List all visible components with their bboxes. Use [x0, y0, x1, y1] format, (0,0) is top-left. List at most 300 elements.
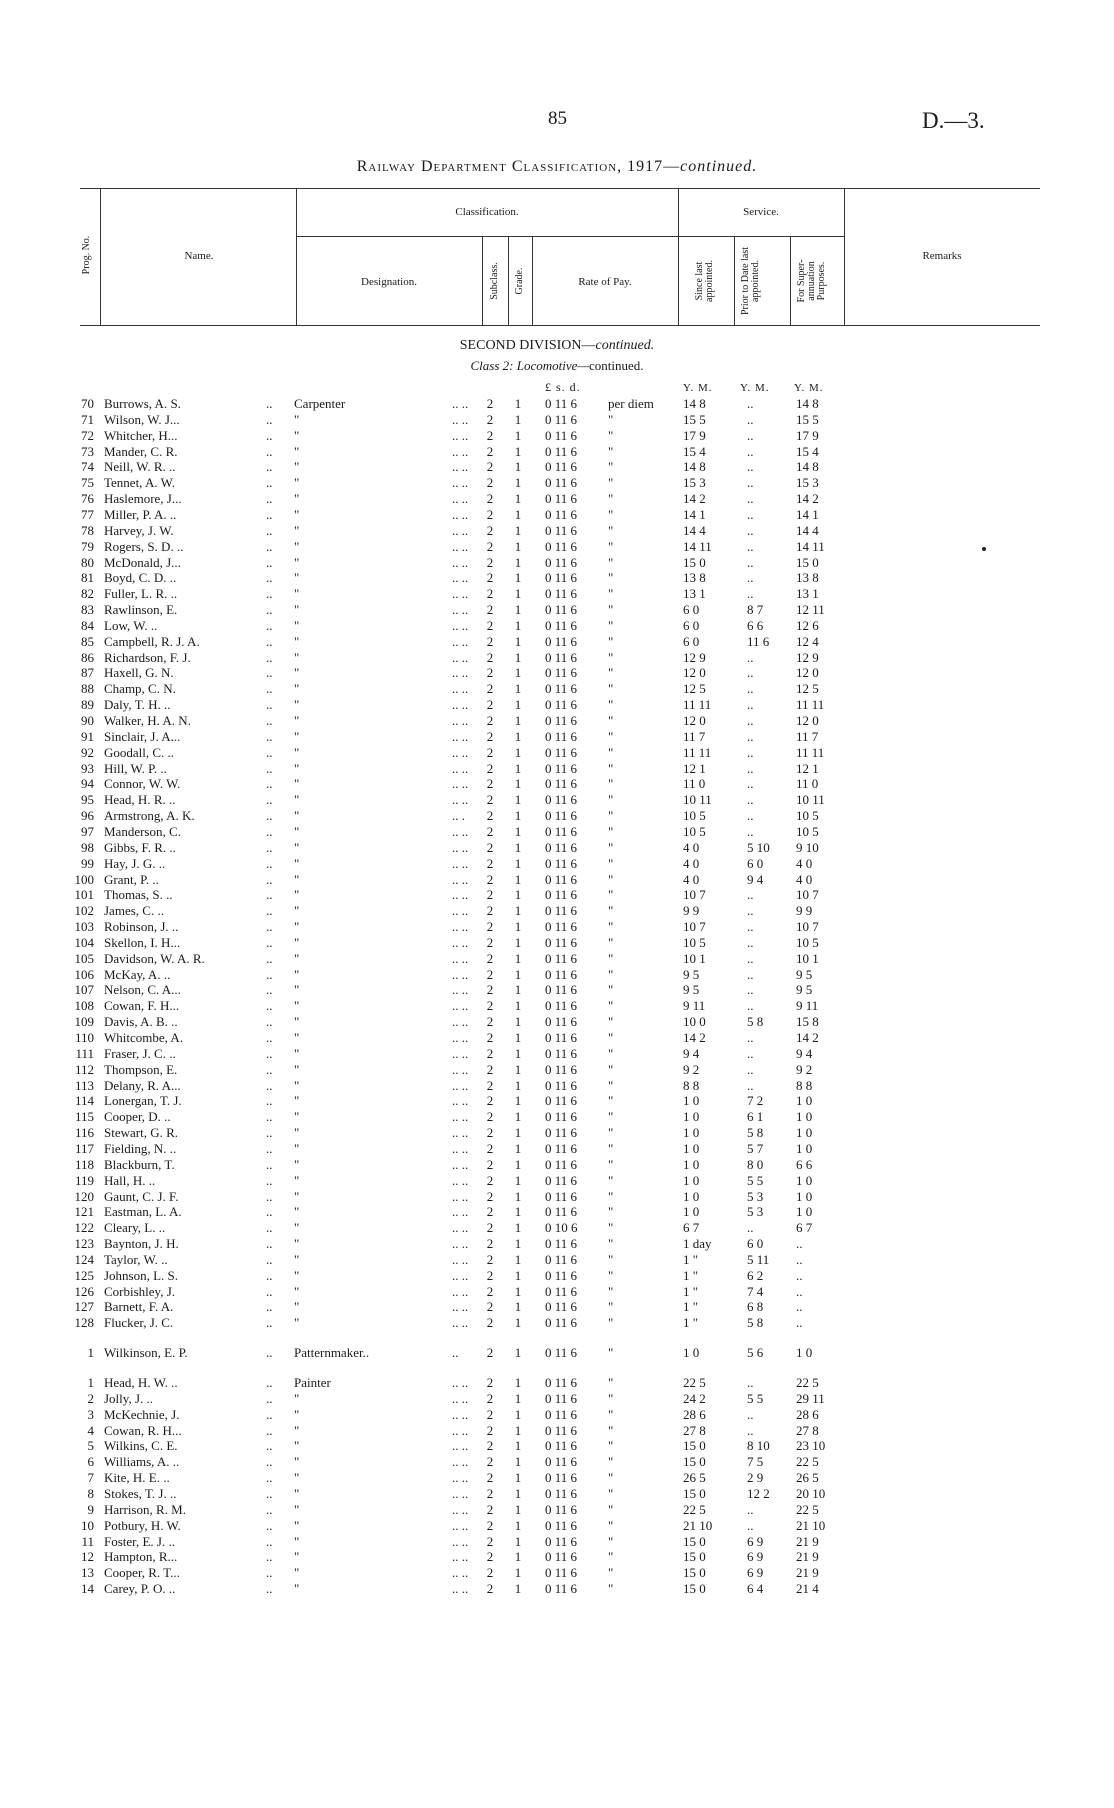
leader-dots: .. — [266, 602, 273, 618]
subclass: 2 — [486, 1390, 494, 1406]
pay-unit: " — [608, 1030, 614, 1045]
table-row — [0, 1438, 1114, 1454]
grade: 1 — [514, 1093, 522, 1109]
leader-dots: .. — [266, 1390, 273, 1406]
prog-no: 101 — [74, 887, 94, 903]
grade: 1 — [514, 617, 522, 633]
service-since-last: 15 0 — [683, 1581, 706, 1597]
service-since-last: 11 11 — [683, 697, 712, 713]
designation: Carpenter — [294, 396, 346, 411]
table-row — [0, 523, 1114, 539]
staff-name: Grant, P. .. — [104, 871, 159, 887]
prog-no: 125 — [74, 1267, 94, 1283]
service-superannuation: 21 4 — [796, 1581, 819, 1597]
prog-no: 1 — [87, 1375, 94, 1390]
rate-of-pay: 0 11 6 — [545, 1140, 578, 1156]
service-prior: .. — [747, 808, 754, 824]
leader-dots: .. .. — [452, 1299, 469, 1315]
grade: 1 — [514, 823, 522, 839]
grade: 1 — [514, 887, 522, 903]
leader-dots: .. — [266, 475, 273, 491]
subclass: 2 — [486, 443, 494, 459]
designation: " — [294, 919, 300, 935]
subclass: 2 — [486, 1315, 494, 1331]
designation: " — [294, 427, 300, 443]
leader-dots: .. .. — [452, 1030, 469, 1045]
designation: " — [294, 855, 300, 871]
leader-dots: .. .. — [452, 1188, 469, 1204]
subclass: 2 — [486, 602, 494, 618]
service-since-last: 17 9 — [683, 427, 706, 443]
prog-no: 4 — [87, 1422, 94, 1438]
table-row — [0, 1454, 1114, 1470]
leader-dots: .. .. — [452, 934, 469, 950]
subclass: 2 — [486, 1375, 494, 1390]
staff-name: Lonergan, T. J. — [104, 1093, 182, 1109]
grade: 1 — [514, 1438, 522, 1454]
leader-dots: .. .. — [452, 760, 469, 776]
prog-no: 89 — [81, 697, 94, 713]
leader-dots: .. .. — [452, 396, 469, 411]
subclass: 2 — [486, 506, 494, 522]
prog-no: 105 — [74, 950, 94, 966]
designation: " — [294, 1077, 300, 1093]
table-row — [0, 903, 1114, 919]
service-prior: 6 0 — [747, 855, 764, 871]
pay-unit: " — [608, 697, 614, 713]
service-superannuation: 14 4 — [796, 522, 819, 538]
table-row — [0, 1581, 1114, 1597]
subclass: 2 — [486, 411, 494, 427]
service-superannuation: 21 9 — [796, 1549, 819, 1565]
staff-name: Nelson, C. A... — [104, 982, 181, 998]
margin-mark — [982, 547, 986, 551]
grade: 1 — [514, 681, 522, 697]
table-row — [0, 1470, 1114, 1486]
table-row — [0, 840, 1114, 856]
pay-unit: " — [608, 1485, 614, 1501]
leader-dots: .. — [266, 617, 273, 633]
table-row — [0, 475, 1114, 491]
service-superannuation: 11 7 — [796, 728, 819, 744]
table-row — [0, 1315, 1114, 1331]
rate-of-pay: 0 11 6 — [545, 665, 578, 681]
rate-of-pay: 0 11 6 — [545, 713, 578, 728]
prog-no: 8 — [87, 1485, 94, 1501]
leader-dots: .. — [266, 1565, 273, 1581]
service-superannuation: 28 6 — [796, 1406, 819, 1422]
table-row — [0, 1014, 1114, 1030]
grade: 1 — [514, 1125, 522, 1141]
subclass: 2 — [486, 1517, 494, 1533]
designation: " — [294, 1406, 300, 1422]
table-row — [0, 428, 1114, 444]
leader-dots: .. .. — [452, 950, 469, 966]
service-superannuation: 6 7 — [796, 1220, 813, 1236]
service-since-last: 1 0 — [683, 1125, 700, 1141]
prog-no: 7 — [87, 1470, 94, 1486]
staff-name: Davis, A. B. .. — [104, 1014, 178, 1030]
service-prior: 6 9 — [747, 1565, 764, 1581]
subclass: 2 — [486, 855, 494, 871]
service-superannuation: .. — [796, 1251, 803, 1267]
pay-unit: " — [608, 1204, 614, 1220]
service-prior: .. — [747, 411, 754, 427]
prog-no: 126 — [74, 1283, 94, 1299]
subclass: 2 — [486, 697, 494, 713]
service-prior: 6 9 — [747, 1533, 764, 1549]
pay-unit: " — [608, 934, 614, 950]
prog-no: 123 — [74, 1236, 94, 1252]
designation: " — [294, 1315, 300, 1331]
service-since-last: 15 0 — [683, 1565, 706, 1581]
rate-of-pay: 0 11 6 — [545, 1470, 578, 1486]
service-since-last: 11 11 — [683, 744, 712, 760]
subclass: 2 — [486, 617, 494, 633]
rate-of-pay: 0 11 6 — [545, 554, 578, 570]
leader-dots: .. .. — [452, 443, 469, 459]
staff-name: Barnett, F. A. — [104, 1299, 174, 1315]
pay-unit: " — [608, 427, 614, 443]
rate-of-pay: 0 11 6 — [545, 1061, 578, 1077]
grade: 1 — [514, 1565, 522, 1581]
staff-name: Champ, C. N. — [104, 681, 176, 697]
table-row — [0, 824, 1114, 840]
service-superannuation: 11 0 — [796, 776, 819, 792]
staff-name: Harvey, J. W. — [104, 522, 174, 538]
prog-no: 99 — [81, 855, 94, 871]
service-prior: .. — [747, 554, 754, 570]
service-since-last: 1 " — [683, 1251, 699, 1267]
rate-of-pay: 0 11 6 — [545, 1125, 578, 1141]
service-since-last: 22 5 — [683, 1501, 706, 1517]
prog-no: 102 — [74, 903, 94, 919]
staff-name: Daly, T. H. .. — [104, 697, 171, 713]
subclass: 2 — [486, 982, 494, 998]
leader-dots: .. — [266, 411, 273, 427]
prog-no: 9 — [87, 1501, 94, 1517]
staff-name: Manderson, C. — [104, 823, 181, 839]
subclass: 2 — [486, 1581, 494, 1597]
leader-dots: .. .. — [452, 1390, 469, 1406]
prog-no: 73 — [81, 443, 94, 459]
service-prior: .. — [747, 1030, 754, 1045]
leader-dots: .. — [266, 1220, 273, 1236]
rate-of-pay: 0 11 6 — [545, 411, 578, 427]
service-since-last: 1 0 — [683, 1109, 700, 1125]
service-since-last: 15 0 — [683, 1454, 706, 1470]
since-units: Y. M. — [683, 382, 713, 394]
service-superannuation: 9 10 — [796, 839, 819, 855]
rate-of-pay: 0 11 6 — [545, 1501, 578, 1517]
leader-dots: .. .. — [452, 919, 469, 935]
leader-dots: .. .. — [452, 903, 469, 919]
designation: " — [294, 950, 300, 966]
service-prior: .. — [747, 443, 754, 459]
leader-dots: .. .. — [452, 1093, 469, 1109]
designation: " — [294, 966, 300, 982]
leader-dots: .. — [452, 1345, 459, 1361]
table-row — [0, 1030, 1114, 1046]
pay-unit: " — [608, 411, 614, 427]
service-superannuation: 12 5 — [796, 681, 819, 697]
designation: " — [294, 1125, 300, 1141]
rate-of-pay: 0 11 6 — [545, 950, 578, 966]
staff-name: Goodall, C. .. — [104, 744, 175, 760]
pay-unit: " — [608, 792, 614, 808]
pay-unit: " — [608, 459, 614, 475]
leader-dots: .. — [266, 1125, 273, 1141]
service-prior: .. — [747, 427, 754, 443]
class-label: Class 2: Locomotive— — [470, 358, 589, 373]
designation: " — [294, 1140, 300, 1156]
staff-name: Carey, P. O. .. — [104, 1581, 176, 1597]
service-superannuation: 15 8 — [796, 1014, 819, 1030]
service-since-last: 10 5 — [683, 934, 706, 950]
designation: " — [294, 1283, 300, 1299]
prog-no: 81 — [81, 570, 94, 586]
subclass: 2 — [486, 681, 494, 697]
staff-name: Whitcher, H... — [104, 427, 178, 443]
staff-name: Haxell, G. N. — [104, 665, 174, 681]
subclass: 2 — [486, 1188, 494, 1204]
leader-dots: .. .. — [452, 602, 469, 618]
pay-unit: " — [608, 1267, 614, 1283]
staff-name: Thompson, E. — [104, 1061, 178, 1077]
title-continued: continued. — [680, 158, 758, 175]
table-row — [0, 1236, 1114, 1252]
staff-name: Taylor, W. .. — [104, 1251, 168, 1267]
grade: 1 — [514, 1267, 522, 1283]
grade: 1 — [514, 855, 522, 871]
service-superannuation: 1 0 — [796, 1109, 813, 1125]
division-label: SECOND DIVISION— — [459, 338, 596, 353]
rate-of-pay: 0 11 6 — [545, 982, 578, 998]
service-superannuation: 14 8 — [796, 459, 819, 475]
service-superannuation: 12 0 — [796, 665, 819, 681]
prog-no: 92 — [81, 744, 94, 760]
table-row — [0, 761, 1114, 777]
leader-dots: .. .. — [452, 1438, 469, 1454]
pay-unit: " — [608, 491, 614, 507]
service-since-last: 13 1 — [683, 586, 706, 602]
service-superannuation: 9 11 — [796, 998, 819, 1014]
subclass: 2 — [486, 1014, 494, 1030]
subclass: 2 — [486, 966, 494, 982]
leader-dots: .. .. — [452, 1172, 469, 1188]
rate-of-pay: 0 11 6 — [545, 506, 578, 522]
service-since-last: 27 8 — [683, 1422, 706, 1438]
leader-dots: .. — [266, 1454, 273, 1470]
pay-unit: " — [608, 1014, 614, 1030]
grade: 1 — [514, 1549, 522, 1565]
designation: " — [294, 839, 300, 855]
service-superannuation: 9 5 — [796, 966, 813, 982]
pay-unit: " — [608, 1438, 614, 1454]
service-superannuation: 12 9 — [796, 649, 819, 665]
staff-name: Davidson, W. A. R. — [104, 950, 205, 966]
service-since-last: 1 0 — [683, 1093, 700, 1109]
service-prior: .. — [747, 1220, 754, 1236]
staff-name: Corbishley, J. — [104, 1283, 176, 1299]
rate-of-pay: 0 11 6 — [545, 1045, 578, 1061]
staff-name: Eastman, L. A. — [104, 1204, 182, 1220]
leader-dots: .. — [266, 1517, 273, 1533]
service-prior: 5 8 — [747, 1125, 764, 1141]
staff-name: Mander, C. R. — [104, 443, 178, 459]
grade: 1 — [514, 1501, 522, 1517]
designation: " — [294, 649, 300, 665]
subclass: 2 — [486, 396, 494, 411]
service-since-last: 10 11 — [683, 792, 712, 808]
designation: " — [294, 1204, 300, 1220]
grade: 1 — [514, 1172, 522, 1188]
service-prior: 5 7 — [747, 1140, 764, 1156]
page-title: Railway Department Classification, 1917—continued. — [356, 158, 758, 175]
rate-of-pay: 0 11 6 — [545, 633, 578, 649]
staff-name: Johnson, L. S. — [104, 1267, 179, 1283]
prog-no: 83 — [81, 602, 94, 618]
pay-unit: " — [608, 1581, 614, 1597]
grade: 1 — [514, 982, 522, 998]
prog-no: 5 — [87, 1438, 94, 1454]
service-since-last: 1 0 — [683, 1156, 700, 1172]
service-prior: .. — [747, 681, 754, 697]
service-since-last: 13 8 — [683, 570, 706, 586]
prog-no: 112 — [74, 1061, 94, 1077]
grade: 1 — [514, 427, 522, 443]
service-superannuation: 15 4 — [796, 443, 819, 459]
service-superannuation: 22 5 — [796, 1454, 819, 1470]
service-prior: 5 5 — [747, 1390, 764, 1406]
service-superannuation: 23 10 — [796, 1438, 826, 1454]
leader-dots: .. — [266, 998, 273, 1014]
service-since-last: 14 4 — [683, 522, 706, 538]
designation: " — [294, 1156, 300, 1172]
section-heading — [0, 338, 1114, 354]
service-since-last: 1 0 — [683, 1204, 700, 1220]
service-since-last: 6 0 — [683, 633, 700, 649]
service-superannuation: 9 9 — [796, 903, 813, 919]
prog-no: 115 — [74, 1109, 94, 1125]
table-row — [0, 459, 1114, 475]
service-superannuation: 21 10 — [796, 1517, 826, 1533]
leader-dots: .. .. — [452, 586, 469, 602]
prog-no: 75 — [81, 475, 94, 491]
grade: 1 — [514, 919, 522, 935]
service-prior: .. — [747, 665, 754, 681]
table-row — [0, 1204, 1114, 1220]
prog-no: 104 — [74, 934, 94, 950]
rate-of-pay: 0 11 6 — [545, 744, 578, 760]
prog-no: 111 — [75, 1045, 94, 1061]
subclass: 2 — [486, 1267, 494, 1283]
table-row — [0, 665, 1114, 681]
rate-of-pay: 0 11 6 — [545, 1156, 578, 1172]
leader-dots: .. — [266, 1109, 273, 1125]
prog-no: 94 — [81, 776, 94, 792]
prog-no: 122 — [74, 1220, 94, 1236]
service-prior: .. — [747, 1061, 754, 1077]
service-prior: .. — [747, 1045, 754, 1061]
leader-dots: .. .. — [452, 887, 469, 903]
leader-dots: .. .. — [452, 1375, 469, 1390]
staff-name: Wilkins, C. E. — [104, 1438, 178, 1454]
leader-dots: .. .. — [452, 1045, 469, 1061]
pay-unit: " — [608, 839, 614, 855]
service-prior: .. — [747, 570, 754, 586]
grade: 1 — [514, 522, 522, 538]
prog-no: 70 — [81, 396, 94, 411]
table-row — [0, 618, 1114, 634]
grade: 1 — [514, 411, 522, 427]
header-classification: Classification. — [455, 206, 519, 218]
leader-dots: .. — [266, 538, 273, 554]
leader-dots: .. .. — [452, 1283, 469, 1299]
subclass: 2 — [486, 538, 494, 554]
staff-name: Head, H. R. .. — [104, 792, 176, 808]
leader-dots: .. .. — [452, 1125, 469, 1141]
document-reference: D.—3. — [922, 108, 985, 133]
class-heading — [0, 358, 1114, 374]
rate-of-pay: 0 11 6 — [545, 459, 578, 475]
service-superannuation: 9 5 — [796, 982, 813, 998]
subclass: 2 — [486, 1422, 494, 1438]
staff-name: McDonald, J... — [104, 554, 181, 570]
leader-dots: .. — [266, 1485, 273, 1501]
staff-name: Cleary, L. .. — [104, 1220, 166, 1236]
table-row — [0, 1299, 1114, 1315]
designation: " — [294, 1470, 300, 1486]
prog-no: 128 — [74, 1315, 94, 1331]
pay-unit: " — [608, 1501, 614, 1517]
header-remarks: Remarks — [922, 250, 962, 262]
service-prior: 5 6 — [747, 1345, 764, 1361]
table-row — [0, 491, 1114, 507]
service-prior: .. — [747, 744, 754, 760]
staff-name: Haslemore, J... — [104, 491, 182, 507]
service-prior: .. — [747, 1422, 754, 1438]
header-prog-no: Prog. No. — [81, 235, 92, 275]
service-superannuation: 12 0 — [796, 713, 819, 728]
service-since-last: 4 0 — [683, 855, 700, 871]
pay-unit: " — [608, 554, 614, 570]
service-prior: .. — [747, 1077, 754, 1093]
designation: " — [294, 744, 300, 760]
service-since-last: 9 4 — [683, 1045, 700, 1061]
leader-dots: .. — [266, 586, 273, 602]
grade: 1 — [514, 1406, 522, 1422]
service-superannuation: 1 0 — [796, 1125, 813, 1141]
designation: " — [294, 1251, 300, 1267]
designation: " — [294, 1299, 300, 1315]
rate-of-pay: 0 11 6 — [545, 1375, 578, 1390]
pay-units: £ s. d. — [545, 380, 581, 394]
rate-of-pay: 0 11 6 — [545, 570, 578, 586]
pay-unit: " — [608, 617, 614, 633]
leader-dots: .. .. — [452, 1517, 469, 1533]
rate-of-pay: 0 11 6 — [545, 697, 578, 713]
service-since-last: 6 0 — [683, 617, 700, 633]
service-superannuation: .. — [796, 1299, 803, 1315]
prog-no: 82 — [81, 586, 94, 602]
designation: " — [294, 617, 300, 633]
service-superannuation: 14 8 — [796, 396, 819, 411]
rate-of-pay: 0 11 6 — [545, 776, 578, 792]
service-since-last: 14 8 — [683, 459, 706, 475]
grade: 1 — [514, 1517, 522, 1533]
prog-no: 103 — [74, 919, 94, 935]
